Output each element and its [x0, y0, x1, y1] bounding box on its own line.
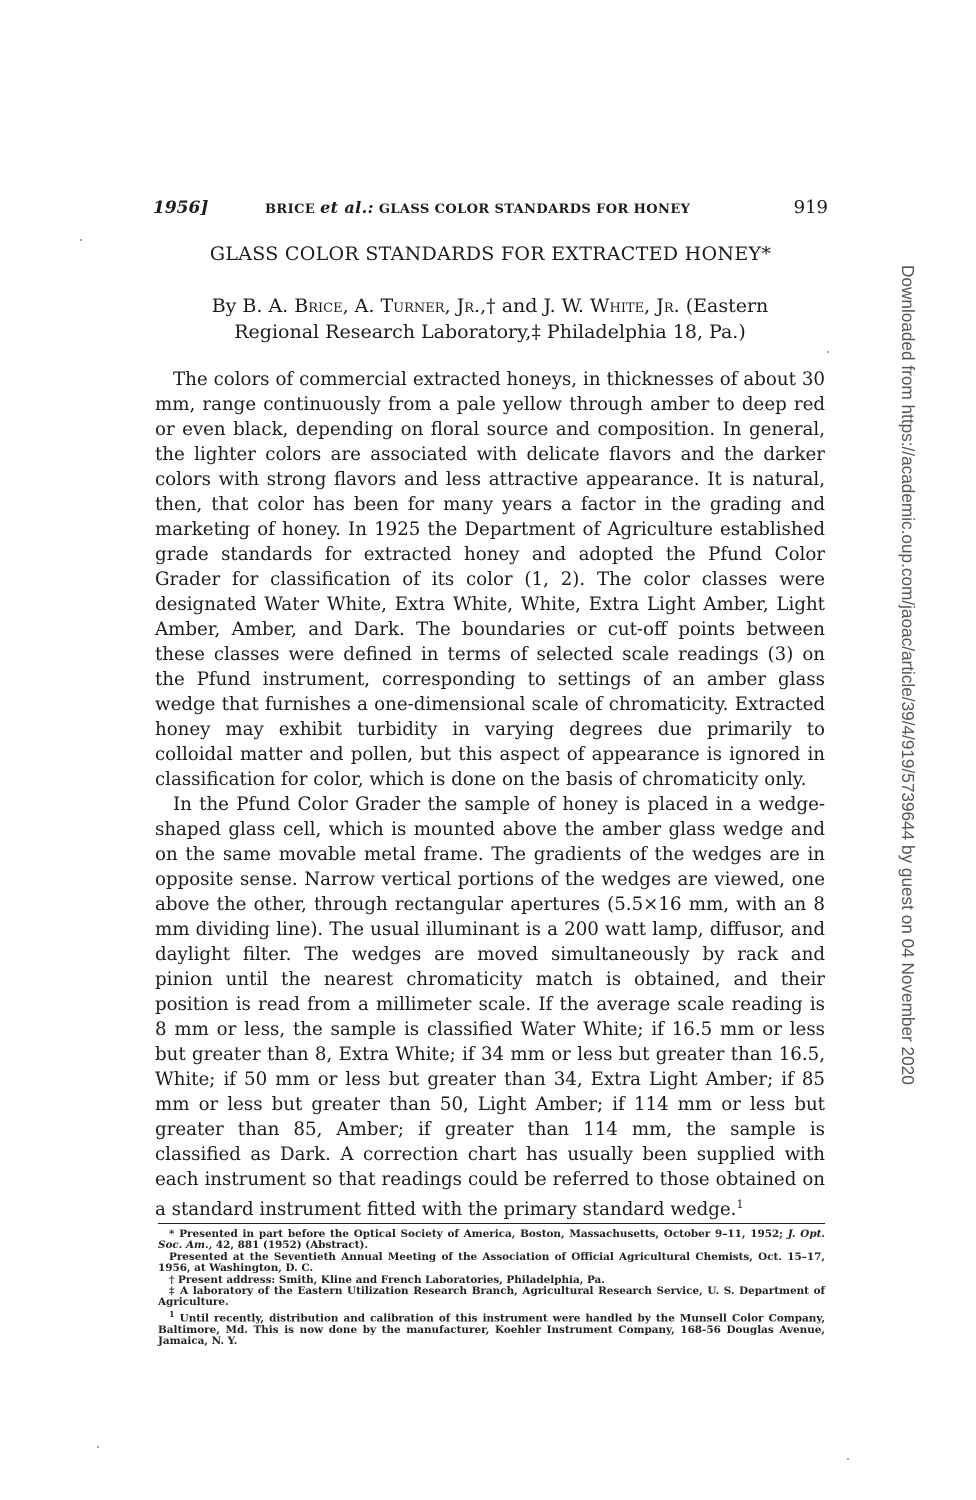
article-title: GLASS COLOR STANDARDS FOR EXTRACTED HONEY* — [209, 243, 772, 265]
footnote-journal: J. Opt. Soc. Am., — [158, 1228, 826, 1252]
affiliation-start: (Eastern — [679, 295, 769, 317]
footnote — [158, 1229, 825, 1252]
scan-speck — [97, 1446, 99, 1448]
byline-sep: , A. — [342, 295, 381, 317]
byline — [165, 293, 815, 345]
byline-sep: ,† and J. W. — [480, 295, 590, 317]
author-turner: Turner — [380, 295, 445, 317]
scan-speck — [827, 351, 829, 353]
author-suffix: Jr. — [656, 295, 680, 317]
author-suffix: Jr. — [456, 295, 481, 317]
footnote: ‡ A laboratory of the Eastern Utilization Research Branch, Agricultural Research Service, U. S. Department of Agriculture. — [158, 1285, 825, 1309]
running-head-short-title: GLASS COLOR STANDARDS FOR HONEY — [373, 202, 691, 217]
page-number: 919 — [793, 197, 828, 218]
footnote — [158, 1309, 825, 1348]
footnote-text: 42, 881 (1952) (Abstract). — [212, 1239, 369, 1252]
byline-sep: , — [444, 295, 457, 317]
body-paragraph — [155, 792, 825, 1222]
running-head-authors: BRICE — [265, 202, 321, 217]
author-brice: Brice — [294, 295, 343, 317]
author-white: White — [589, 295, 645, 317]
download-watermark: Downloaded from https://academic.oup.com/jaoac/article/39/4/919/5739644 by guest on 04 November 2020 — [898, 265, 918, 1085]
article-body — [155, 367, 825, 1222]
running-head-et-al: et al.: — [320, 198, 374, 217]
footnotes — [158, 1229, 825, 1348]
scan-speck — [80, 239, 82, 241]
byline-by: By B. A. — [211, 295, 295, 317]
footnote: Presented at the Seventieth Annual Meeting of the Association of Official Agricultural Chemists, Oct. 15–17, 1956, at Washington, D. C. — [158, 1250, 825, 1275]
body-paragraph: The colors of commercial extracted honeys, in thicknesses of about 30 mm, range continuously from a pale yellow through amber to deep red or even black, depending on floral source and composition. In general, the lighter colors are associated with delicate flavors and the darker colors with strong flavors and less attractive appearance. It is natural, then, that color has been for many years a factor in the grading and marketing of honey. In 1925 the Department of Agriculture established grade standards for extracted honey and adopted the Pfund Color Grader for classification of its color (1, 2). The color classes were designated Water White, Extra White, White, Extra Light Amber, Light Amber, Amber, and Dark. The boundaries or cut-off points between these classes were defined in terms of selected scale readings (3) on the Pfund instrument, corresponding to settings of an amber glass wedge that furnishes a one-dimensional scale of chromaticity. Extracted honey may exhibit turbidity in varying degrees due primarily to colloidal matter and pollen, but this aspect of appearance is ignored in classification for color, which is done on the basis of chromaticity only. — [155, 369, 825, 790]
byline-sep: , — [644, 295, 657, 317]
running-head-title — [265, 196, 690, 222]
footnote-text: Until recently, distribution and calibration of this instrument were handled by the Munsell Color Company, Baltimore, Md. This is now done by the manufacturer, Koehler Instrument Company, 168-56 Douglas Avenue, Jamaica, N. Y. — [158, 1312, 825, 1348]
footnote-mark: 1 — [169, 1308, 175, 1319]
running-head — [153, 196, 828, 220]
footnote: † Present address: Smith, Kline and French Laboratories, Philadelphia, Pa. — [169, 1273, 605, 1286]
body-paragraph-text: In the Pfund Color Grader the sample of honey is placed in a wedge-shaped glass cell, which is mounted above the amber glass wedge and on the same movable metal frame. The gradients of the wedges are in opposite sense. Narrow vertical portions of the wedges are viewed, one above the other, through rectangular apertures (5.5×16 mm, with an 8 mm dividing line). The usual illuminant is a 200 watt lamp, diffusor, and daylight filter. The wedges are moved simultaneously by rack and pinion until the nearest chromaticity match is obtained, and their position is read from a millimeter scale. If the average scale reading is 8 mm or less, the sample is classified Water White; if 16.5 mm or less but greater than 8, Extra White; if 34 mm or less but greater than 16.5, White; if 50 mm or less but greater than 34, Extra Light Amber; if 85 mm or less but greater than 50, Light Amber; if 114 mm or less but greater than 85, Amber; if greater than 114 mm, the sample is classified as Dark. A correction chart has usually been supplied with each instrument so that readings could be referred to those obtained on a standard instrument fitted with the primary standard wedge. — [155, 794, 825, 1221]
footnote-divider — [158, 1223, 825, 1224]
footnote-text: * Presented in part before the Optical Society of America, Boston, Massachusetts, October 9–11, 1952; — [169, 1228, 788, 1240]
footnote-reference: 1 — [736, 1198, 744, 1211]
scan-speck — [847, 1458, 849, 1460]
running-head-year: 1956] — [153, 198, 209, 218]
affiliation: Regional Research Laboratory,‡ Philadelphia 18, Pa.) — [234, 321, 746, 343]
